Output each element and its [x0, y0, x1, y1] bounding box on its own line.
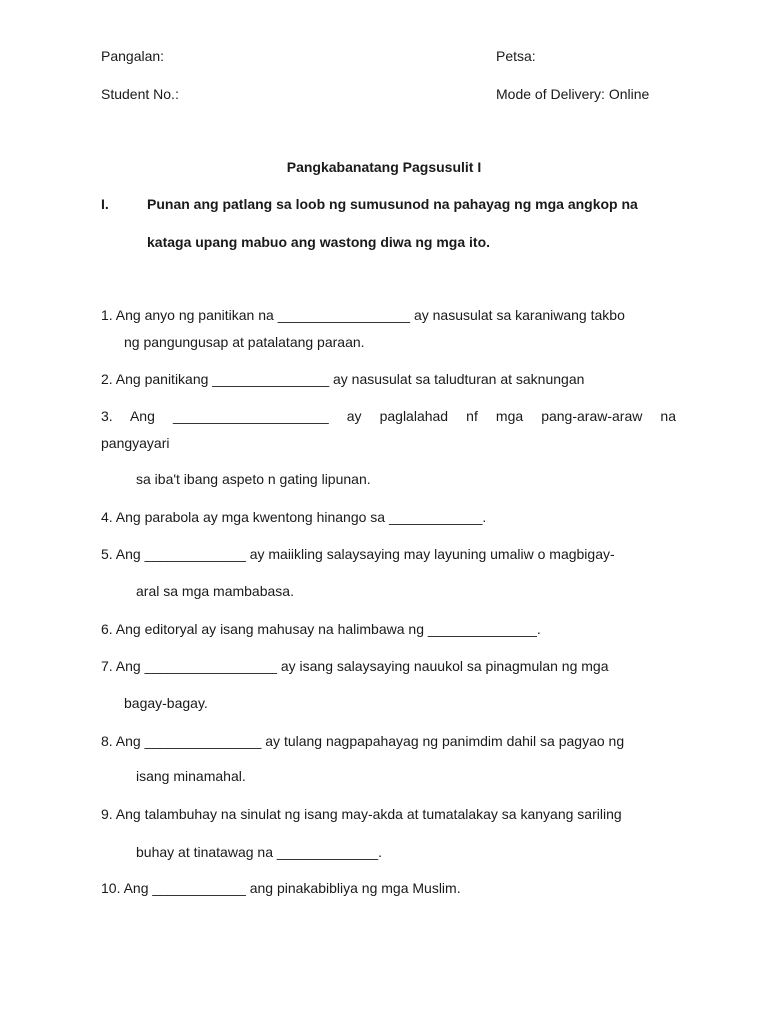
section-instruction-line-2: kataga upang mabuo ang wastong diwa ng mga ito. [147, 234, 491, 250]
question-9-line-1: 9. Ang talambuhay na sinulat ng isang may-akda at tumatalakay sa kanyang sariling [101, 806, 622, 822]
student-number-label: Student No.: [101, 86, 179, 102]
question-1-line-1: 1. Ang anyo ng panitikan na _________________ ay nasusulat sa karaniwang takbo [101, 307, 625, 323]
question-1-line-2: ng pangungusap at patalatang paraan. [124, 334, 365, 350]
question-10: 10. Ang ____________ ang pinakabibliya ng mga Muslim. [101, 880, 461, 896]
question-8-line-2: isang minamahal. [136, 768, 246, 784]
question-3-line-3: sa iba't ibang aspeto n gating lipunan. [136, 471, 371, 487]
question-2: 2. Ang panitikang _______________ ay nasusulat sa taludturan at saknungan [101, 371, 585, 387]
question-5-line-2: aral sa mga mambabasa. [136, 583, 294, 599]
question-5-line-1: 5. Ang _____________ ay maiikling salaysaying may layuning umaliw o magbigay- [101, 546, 615, 562]
page-title: Pangkabanatang Pagsusulit I [286, 159, 482, 175]
name-label: Pangalan: [101, 48, 165, 64]
question-8-line-1: 8. Ang _______________ ay tulang nagpapahayag ng panimdim dahil sa pagyao ng [101, 733, 625, 749]
date-label: Petsa: [496, 48, 536, 64]
question-7-line-1: 7. Ang _________________ ay isang salaysaying nauukol sa pinagmulan ng mga [101, 658, 609, 674]
section-number: I. [101, 196, 109, 212]
question-3-line-1: 3. Ang ____________________ ay paglalahad nf mga pang-araw-araw na [101, 408, 676, 424]
question-9-line-2: buhay at tinatawag na _____________. [136, 844, 382, 860]
delivery-mode-label: Mode of Delivery: Online [496, 86, 650, 102]
question-7-line-2: bagay-bagay. [124, 695, 208, 711]
question-3-line-2: pangyayari [101, 435, 170, 451]
question-6: 6. Ang editoryal ay isang mahusay na halimbawa ng ______________. [101, 621, 541, 637]
section-instruction-line-1: Punan ang patlang sa loob ng sumusunod na pahayag ng mga angkop na [147, 196, 638, 212]
question-4: 4. Ang parabola ay mga kwentong hinango sa ____________. [101, 509, 487, 525]
